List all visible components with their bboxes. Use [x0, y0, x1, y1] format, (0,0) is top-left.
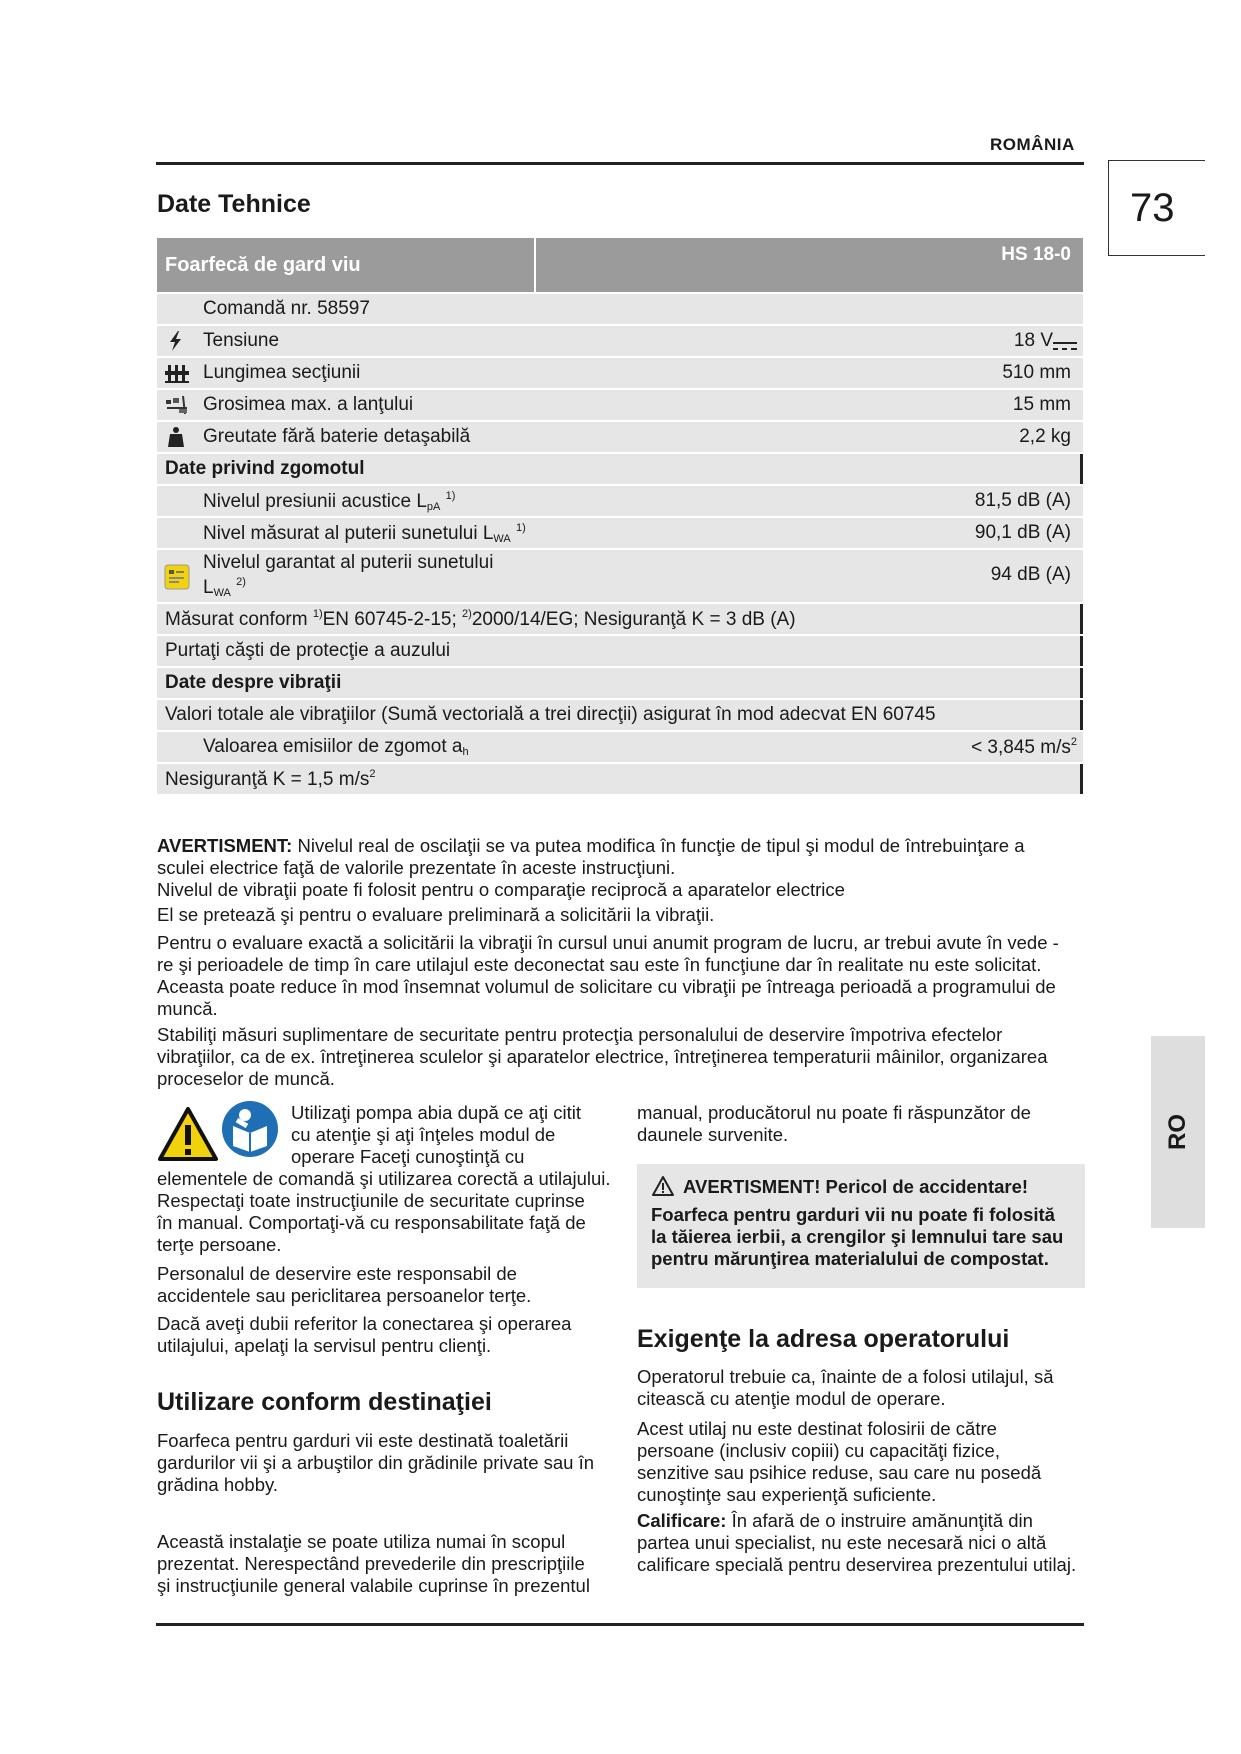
- warning-box-line: Foarfeca pentru garduri vii nu poate fi folosită: [651, 1204, 1055, 1225]
- left-para-line: terţe persoane.: [157, 1234, 282, 1255]
- spec-value: 18 V: [1013, 330, 1053, 351]
- left-para-line: Această instalaţie se poate utiliza numai în scopul: [157, 1531, 566, 1552]
- left-para-line: elementele de comandă şi utilizarea corectă a utilajului.: [157, 1168, 611, 1189]
- heading-intended-use: Utilizare conform destinaţiei: [157, 1388, 492, 1416]
- right-para-line: Operatorul trebuie ca, înainte de a folosi utilajul, să: [637, 1366, 1054, 1387]
- warning-box-line: la tăierea ierbii, a crengilor şi lemnului tare sau: [651, 1226, 1064, 1247]
- right-para-line: persoane (inclusiv copiii) cu capacităţi fizice,: [637, 1440, 1000, 1461]
- warning-paragraph-line: Pentru o evaluare exactă a solicitării la vibraţii în cursul unui anumit program de lucru, ar trebui avute în vede -: [157, 932, 1059, 953]
- warning-paragraph-line: El se pretează şi pentru o evaluare preliminară a solicitării la vibraţii.: [157, 904, 715, 925]
- table-header-model: [536, 238, 1083, 292]
- table-row: [157, 518, 1083, 548]
- warning-paragraph-line: vibraţiilor, ca de ex. întreţinerea sculelor şi aparatelor electrice, întreţinerea temperaturii mâinilor, organizarea: [157, 1046, 1048, 1067]
- table-row: [157, 486, 1083, 516]
- product-label: Foarfecă de gard viu: [165, 254, 361, 276]
- right-para-line: senzitive sau psihice reduse, sau care nu posedă: [637, 1462, 1042, 1483]
- ear-protection: Purtaţi căşti de protecţie a auzului: [165, 640, 451, 661]
- spec-label: Tensiune: [203, 330, 280, 351]
- measured-conform: Măsurat conform $^{1)}$EN 60745-2-15; $^{2)}$2000/14/EG; Nesiguranţă K = 3 dB (A): [165, 608, 796, 630]
- right-para-line: partea unui specialist, nu este necesară nici o altă: [637, 1532, 1047, 1553]
- warning-box-title: AVERTISMENT! Pericol de accidentare!: [683, 1176, 1029, 1197]
- section-title: Date Tehnice: [157, 190, 311, 218]
- warning-box-line: pentru mărunţirea materialului de compostat.: [651, 1248, 1049, 1269]
- left-para-line: utilajului, apelaţi la servisul pentru clienţi.: [157, 1335, 492, 1356]
- left-para-line: accidentele sau periclitarea persoanelor terţe.: [157, 1285, 532, 1306]
- left-para-line: gardurilor vii şi a arbuştilor din grădinile private sau în: [157, 1452, 595, 1473]
- warning-paragraph-line: AVERTISMENT: Nivelul real de oscilaţii se va putea modifica în funcţie de tipul şi modul de întrebuinţare a: [157, 835, 1025, 856]
- tech-data-table: [157, 238, 1083, 804]
- left-para-line: grădina hobby.: [157, 1474, 279, 1495]
- page-number: 73: [1130, 186, 1175, 230]
- vibration-emission-value: < 3,845 $m/s^2$: [971, 736, 1077, 758]
- language-header: ROMÂNIA: [990, 135, 1075, 154]
- table-row-noise-heading: [157, 454, 1083, 484]
- vibration-heading: Date despre vibraţii: [165, 672, 342, 693]
- table-row: [157, 390, 1083, 420]
- side-tab-label: RO: [1164, 1114, 1191, 1150]
- left-para-line: Respectaţi toate instrucţiunile de securitate cuprinse: [157, 1190, 585, 1211]
- guaranteed-power-label: Nivelul garantat al puterii sunetului: [203, 552, 494, 573]
- order-number: Comandă nr. 58597: [203, 298, 370, 319]
- left-para-line: operare Faceţi cunoştinţă cu: [291, 1146, 525, 1167]
- spec-label: Greutate fără baterie detaşabilă: [203, 426, 471, 447]
- noise-heading: Date privind zgomotul: [165, 458, 365, 479]
- warning-paragraph-line: Aceasta poate reduce în mod însemnat volumul de solicitare cu vibraţii pe întreaga perioadă a programului de: [157, 976, 1056, 997]
- lightning-icon: [165, 330, 187, 352]
- warning-outline-icon: [651, 1175, 675, 1202]
- bottom-rule: [156, 1623, 1084, 1626]
- right-para-line: Acest utilaj nu este destinat folosirii de către: [637, 1418, 997, 1439]
- branch-thickness-icon: [165, 394, 187, 416]
- accident-warning-box: [637, 1164, 1085, 1288]
- guaranteed-power-value: 94 dB (A): [990, 564, 1071, 585]
- vibration-total: Valori totale ale vibraţiilor (Sumă vectorială a trei direcţii) asigurat în mod adecvat EN 60745: [165, 704, 936, 725]
- warning-triangle-icon: [157, 1106, 219, 1167]
- left-para-line: Dacă aveţi dubii referitor la conectarea şi operarea: [157, 1313, 572, 1334]
- warning-paragraph-line: Stabiliţi măsuri suplimentare de securitate pentru protecţia personalului de deservire împotriva efectelor: [157, 1024, 1003, 1045]
- model-label: HS 18-0: [1001, 244, 1071, 265]
- left-para-line: Personalul de deservire este responsabil de: [157, 1263, 517, 1284]
- left-para-line: prezentat. Nerespectând prevederile din prescripţiile: [157, 1553, 585, 1574]
- left-para-line: Foarfeca pentru garduri vii este destinată toaletării: [157, 1430, 569, 1451]
- left-para-line: în manual. Comportaţi-vă cu responsabilitate faţă de: [157, 1212, 586, 1233]
- table-row: [157, 422, 1083, 452]
- warning-paragraph-line: sculei electrice faţă de valorile prezentate în aceste instrucţiuni.: [157, 857, 676, 878]
- language-side-tab: [1151, 1036, 1205, 1228]
- warning-paragraph-line: muncă.: [157, 998, 218, 1019]
- warning-paragraph-line: proceselor de muncă.: [157, 1068, 335, 1089]
- spec-value: 510 mm: [1002, 362, 1071, 383]
- measured-power-value: 90,1 dB (A): [974, 522, 1071, 543]
- spec-label: Grosimea max. a lanţului: [203, 394, 414, 415]
- vibration-uncertainty: Nesiguranţă K = 1,5 $m/s^2$: [165, 768, 376, 790]
- heading-operator-requirements: Exigenţe la adresa operatorului: [637, 1325, 1010, 1353]
- noise-label-icon: [164, 564, 190, 595]
- hedge-blade-icon: [165, 362, 187, 384]
- right-para-line: Calificare: În afară de o instruire amănunţită din: [637, 1510, 1033, 1531]
- table-row: [157, 358, 1083, 388]
- left-para-line: cu atenţie şi aţi înţeles modul de: [291, 1124, 556, 1145]
- table-row-order: [157, 294, 1083, 324]
- table-row-vibration-heading: [157, 668, 1083, 698]
- warning-paragraph-line: Nivelul de vibraţii poate fi folosit pentru o comparaţie reciprocă a aparatelor electrice: [157, 879, 845, 900]
- left-para-line: Utilizaţi pompa abia după ce aţi citit: [291, 1102, 581, 1123]
- table-row-measured-conform: [157, 604, 1083, 634]
- table-row: [157, 326, 1083, 356]
- right-para-line: manual, producătorul nu poate fi răspunzător de: [637, 1102, 1031, 1123]
- read-manual-icon: [221, 1100, 279, 1163]
- sound-pressure-value: 81,5 dB (A): [974, 490, 1071, 511]
- table-row-uncertainty: [157, 764, 1083, 794]
- right-para-line: citească cu atenţie modul de operare.: [637, 1388, 946, 1409]
- table-row-vibration-total: [157, 700, 1083, 730]
- table-row: [157, 550, 1083, 602]
- right-para-line: calificare specială pentru deservirea prezentului utilaj.: [637, 1554, 1077, 1575]
- sound-pressure-label: Nivelul presiunii acustice $L_{pA}$ $^{1)}$: [203, 490, 456, 513]
- spec-value: 15 mm: [1012, 394, 1071, 415]
- weight-icon: [165, 426, 187, 448]
- spec-value: 2,2 kg: [1019, 426, 1071, 447]
- table-row: [157, 732, 1083, 762]
- top-rule: [156, 162, 1084, 165]
- left-para-line: şi instrucţiunile general valabile cuprinse în prezentul: [157, 1575, 590, 1596]
- table-row-ear-protection: [157, 636, 1083, 666]
- table-header-product: [157, 238, 534, 292]
- warning-paragraph-line: re şi perioadele de timp în care utilajul este deconectat sau este în funcţiune dar în realitate nu este solicitat.: [157, 954, 1042, 975]
- measured-power-label: Nivel măsurat al puterii sunetului $L_{WA}$ $^{1)}$: [203, 522, 526, 545]
- right-para-line: cunoştinţe sau experienţă suficiente.: [637, 1484, 937, 1505]
- spec-label: Lungimea secţiunii: [203, 362, 361, 383]
- vibration-emission-label: Valoarea emisiilor de zgomot $a_h$: [203, 736, 469, 758]
- guaranteed-power-symbol: $L_{WA}$ $^{2)}$: [203, 576, 246, 599]
- right-para-line: daunele survenite.: [637, 1124, 789, 1145]
- dc-symbol-icon: [1053, 338, 1077, 356]
